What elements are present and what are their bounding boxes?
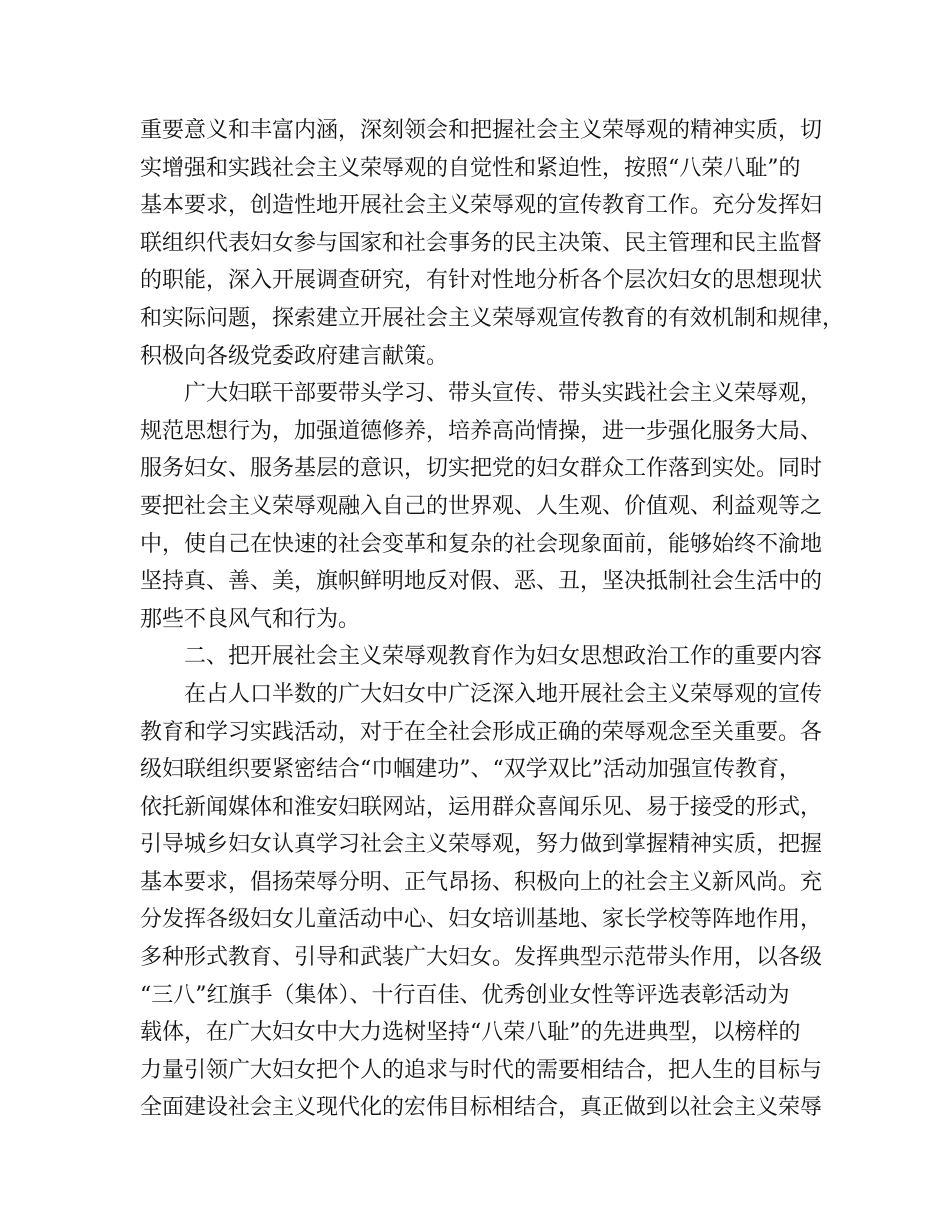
text-line: 那些不良风气和行为。 — [140, 606, 361, 632]
paragraph-continuation — [140, 112, 845, 375]
text-line: 载体，在广大妇女中大力选树坚持“八荣八耻”的先进典型，以榜样的 — [140, 1020, 801, 1046]
text-line: 联组织代表妇女参与国家和社会事务的民主决策、民主管理和民主监督 — [140, 230, 823, 256]
document-body — [140, 112, 845, 1127]
text-line: 基本要求，倡扬荣辱分明、正气昂扬、积极向上的社会主义新风尚。充 — [140, 869, 823, 895]
section-heading-two — [140, 638, 830, 676]
text-line: 引导城乡妇女认真学习社会主义荣辱观，努力做到掌握精神实质，把握 — [140, 832, 823, 858]
text-line: 力量引领广大妇女把个人的追求与时代的需要相结合，把人生的目标与 — [140, 1057, 823, 1083]
text-line: 和实际问题，探索建立开展社会主义荣辱观宣传教育的有效机制和规律， — [140, 305, 845, 331]
paragraph-education — [140, 676, 830, 1127]
text-line: 中，使自己在快速的社会变革和复杂的社会现象面前，能够始终不渝地 — [140, 531, 823, 557]
text-line: 广大妇联干部要带头学习、带头宣传、带头实践社会主义荣辱观， — [184, 381, 823, 407]
text-line: 依托新闻媒体和淮安妇联网站，运用群众喜闻乐见、易于接受的形式， — [140, 794, 823, 820]
text-line: 坚持真、善、美，旗帜鲜明地反对假、恶、丑，坚决抵制社会生活中的 — [140, 569, 823, 595]
text-line: 二、把开展社会主义荣辱观教育作为妇女思想政治工作的重要内容 — [184, 644, 823, 670]
text-line: 全面建设社会主义现代化的宏伟目标相结合，真正做到以社会主义荣辱 — [140, 1095, 823, 1121]
text-line: 积极向各级党委政府建言献策。 — [140, 343, 449, 369]
text-line: 级妇联组织要紧密结合“巾帼建功”、“双学双比”活动加强宣传教育， — [140, 757, 801, 783]
text-line: 要把社会主义荣辱观融入自己的世界观、人生观、价值观、利益观等之 — [140, 493, 823, 519]
text-line: 规范思想行为，加强道德修养，培养高尚情操，进一步强化服务大局、 — [140, 418, 823, 444]
text-line: 分发挥各级妇女儿童活动中心、妇女培训基地、家长学校等阵地作用， — [140, 907, 823, 933]
text-line: 重要意义和丰富内涵，深刻领会和把握社会主义荣辱观的精神实质，切 — [140, 118, 823, 143]
text-line: 服务妇女、服务基层的意识，切实把党的妇女群众工作落到实处。同时 — [140, 456, 823, 482]
text-line: 基本要求，创造性地开展社会主义荣辱观的宣传教育工作。充分发挥妇 — [140, 193, 823, 219]
text-line: 实增强和实践社会主义荣辱观的自觉性和紧迫性，按照“八荣八耻”的 — [140, 155, 801, 181]
text-line: “三八”红旗手（集体）、十行百佳、优秀创业女性等评选表彰活动为 — [140, 982, 790, 1008]
text-line: 教育和学习实践活动，对于在全社会形成正确的荣辱观念至关重要。各 — [140, 719, 823, 745]
text-line: 的职能，深入开展调查研究，有针对性地分析各个层次妇女的思想现状 — [140, 268, 823, 294]
paragraph-cadres — [140, 375, 830, 638]
text-line: 多种形式教育、引导和武装广大妇女。发挥典型示范带头作用，以各级 — [140, 945, 823, 971]
text-line: 在占人口半数的广大妇女中广泛深入地开展社会主义荣辱观的宣传 — [184, 681, 823, 707]
